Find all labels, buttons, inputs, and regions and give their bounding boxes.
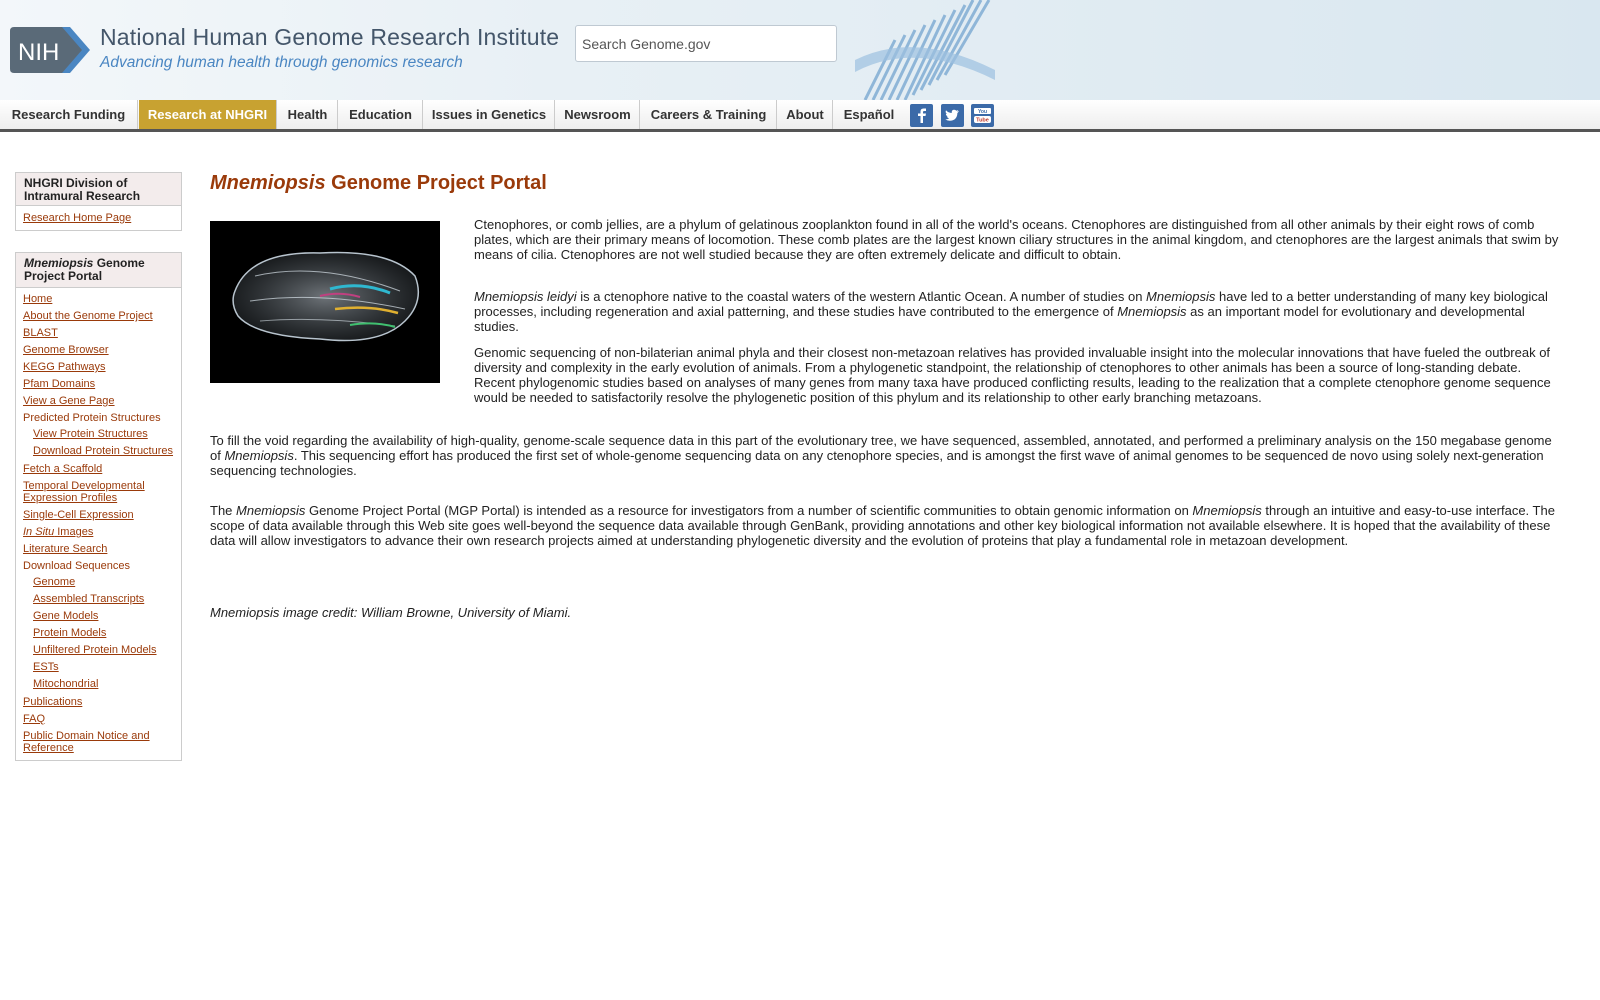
p2-text-3: as an important model for evolutionary and developmental studies.	[474, 304, 1525, 334]
p2-species: Mnemiopsis leidyi	[474, 289, 577, 304]
p4-genus: Mnemiopsis	[224, 448, 294, 463]
nav-research-funding[interactable]: Research Funding	[0, 100, 138, 129]
sidebar-item-ests[interactable]: ESTs	[33, 661, 59, 673]
p5-genus-1: Mnemiopsis	[236, 503, 306, 518]
sidebar-item-about[interactable]: About the Genome Project	[23, 310, 153, 322]
sidebar-item-download-protein-structures[interactable]: Download Protein Structures	[33, 445, 174, 457]
intro-paragraph: Ctenophores, or comb jellies, are a phylum of gelatinous zooplankton found in all of the world's oceans. Ctenophores are distinguished from all other animals by their eight rows of comb plates, which are their primary means of locomotion. These comb plates are the largest known ciliary structures in the animal kingdom, and ctenophores are the largest animals that swim by means of cilia. Ctenophores are not well studied because they are often extremely delicate and difficult to obtain.	[474, 217, 1559, 262]
sidebar-item-public-domain[interactable]: Public Domain Notice and Reference	[23, 730, 150, 754]
nih-logo-text: NIH	[18, 39, 60, 66]
sidebar-item-kegg[interactable]: KEGG Pathways	[23, 361, 106, 373]
sidebar-item-gene-page[interactable]: View a Gene Page	[23, 395, 115, 407]
sidebar-item-literature-search[interactable]: Literature Search	[23, 543, 108, 555]
sidebar-heading-italic: Mnemiopsis	[24, 256, 94, 270]
p5-text-2: Genome Project Portal (MGP Portal) is intended as a resource for investigators from a number of scientific communities to obtain genomic information on	[305, 503, 1193, 518]
nav-education[interactable]: Education	[339, 100, 423, 129]
nih-logo-icon[interactable]	[10, 25, 90, 75]
site-header	[0, 0, 1600, 100]
sidebar-box-heading: NHGRI Division of Intramural Research	[16, 173, 181, 206]
sidebar-item-gene-models[interactable]: Gene Models	[33, 610, 99, 622]
sidebar-item-genome[interactable]: Genome	[33, 576, 76, 588]
main-navigation	[0, 100, 1600, 132]
sidebar-item-protein-structures: Predicted Protein Structures	[23, 412, 161, 424]
portal-paragraph	[210, 503, 1564, 548]
nav-about[interactable]: About	[778, 100, 833, 129]
p2-genus-1: Mnemiopsis	[1146, 289, 1216, 304]
sidebar-box-portal	[15, 252, 182, 761]
sidebar-item-home[interactable]: Home	[23, 293, 53, 305]
sidebar-item-blast[interactable]: BLAST	[23, 327, 58, 339]
dna-helix-graphic	[855, 0, 995, 100]
sidebar-item-publications[interactable]: Publications	[23, 696, 83, 708]
sidebar-item-faq[interactable]: FAQ	[23, 713, 46, 725]
site-tagline: Advancing human health through genomics research	[100, 54, 463, 71]
sidebar-item-in-situ[interactable]	[23, 526, 93, 538]
sidebar-item-fetch-scaffold[interactable]: Fetch a Scaffold	[23, 463, 103, 475]
sidebar-item-pfam[interactable]: Pfam Domains	[23, 378, 96, 390]
in-situ-italic: In Situ	[23, 526, 55, 538]
nav-health[interactable]: Health	[278, 100, 338, 129]
sidebar-item-unfiltered-protein-models[interactable]: Unfiltered Protein Models	[33, 644, 157, 656]
sidebar-item-download-sequences: Download Sequences	[23, 560, 131, 572]
nav-issues-in-genetics[interactable]: Issues in Genetics	[424, 100, 555, 129]
sidebar-item-view-protein-structures[interactable]: View Protein Structures	[33, 428, 148, 440]
nav-espanol[interactable]: Español	[843, 107, 895, 122]
p4-text-1: To fill the void regarding the availability of high-quality, genome-scale sequence data in this part of the evolutionary tree, we have sequenced, assembled, annotated, and performed a preliminary analysis on the 150 megabase genome of	[210, 433, 1552, 463]
sidebar-item-assembled-transcripts[interactable]: Assembled Transcripts	[33, 593, 145, 605]
p5-text-3: through an intuitive and easy-to-use interface. The scope of data available through this Web site goes well-beyond the sequence data available through GenBank, providing annotations and other key biological information not available elsewhere. It is hoped that the availability of these data will allow investigators to advance their own research projects aimed at understanding phylogenetic diversity and the evolution of proteins that play a fundamental role in metazoan development.	[210, 503, 1555, 548]
search-input[interactable]	[575, 25, 837, 62]
p5-genus-2: Mnemiopsis	[1192, 503, 1262, 518]
svg-text:You: You	[977, 109, 988, 115]
page-title	[210, 172, 547, 195]
sidebar-portal-heading	[16, 253, 181, 288]
youtube-icon[interactable]	[971, 104, 994, 127]
ctenophore-image	[210, 221, 440, 383]
image-credit: Mnemiopsis image credit: William Browne, University of Miami.	[210, 605, 572, 620]
p5-text-1: The	[210, 503, 237, 518]
nav-newsroom[interactable]: Newsroom	[556, 100, 640, 129]
p2-text-1: is a ctenophore native to the coastal waters of the western Atlantic Ocean. A number of studies on	[576, 289, 1147, 304]
facebook-icon[interactable]	[910, 104, 933, 127]
genomic-sequencing-paragraph: Genomic sequencing of non-bilaterian animal phyla and their closest non-metazoan relatives has provided invaluable insight into the molecular innovations that have fueled the outbreak of diversity and complexity in the early evolution of animals. From a phylogenetic standpoint, the relationship of ctenophores to other animals has been a source of long-standing debate. Recent phylogenomic studies based on analyses of many genes from many taxa have produced conflicting results, leading to the realization that a complete ctenophore genome sequence would be needed to satisfactorily resolve the phylogenetic position of this phylum and its relationship to other early branching metazoans.	[474, 345, 1551, 405]
sidebar-item-mitochondrial[interactable]: Mitochondrial	[33, 678, 99, 690]
sidebar-item-protein-models[interactable]: Protein Models	[33, 627, 107, 639]
sidebar-heading-rest: Genome Project Portal	[24, 256, 145, 283]
research-home-page-link[interactable]: Research Home Page	[23, 212, 132, 224]
p2-genus-2: Mnemiopsis	[1117, 304, 1187, 319]
in-situ-suffix: Images	[54, 526, 94, 538]
sidebar-item-single-cell[interactable]: Single-Cell Expression	[23, 509, 134, 521]
mnemiopsis-paragraph	[474, 289, 1564, 334]
nav-careers-training[interactable]: Careers & Training	[641, 100, 777, 129]
site-title[interactable]: National Human Genome Research Institute	[100, 24, 560, 50]
page-title-italic: Mnemiopsis	[210, 172, 326, 194]
p4-text-2: . This sequencing effort has produced the first set of whole-genome sequencing data on any ctenophore species, and is amongst the first wave of animal genomes to be sequenced de novo using solely next-generation sequencing technologies.	[210, 448, 1544, 478]
svg-text:Tube: Tube	[976, 117, 989, 124]
nav-research-at-nhgri[interactable]: Research at NHGRI	[139, 100, 277, 129]
p2-text-2: have led to a better understanding of many key biological processes, including regeneration and axial patterning, and these studies have contributed to the emergence of	[474, 289, 1548, 319]
void-paragraph	[210, 433, 1564, 478]
sidebar-box-division	[15, 172, 182, 231]
sidebar-item-genome-browser[interactable]: Genome Browser	[23, 344, 109, 356]
twitter-icon[interactable]	[941, 104, 964, 127]
sidebar-item-temporal-expression[interactable]: Temporal Developmental Expression Profiles	[23, 480, 145, 504]
page-title-rest: Genome Project Portal	[325, 172, 547, 194]
